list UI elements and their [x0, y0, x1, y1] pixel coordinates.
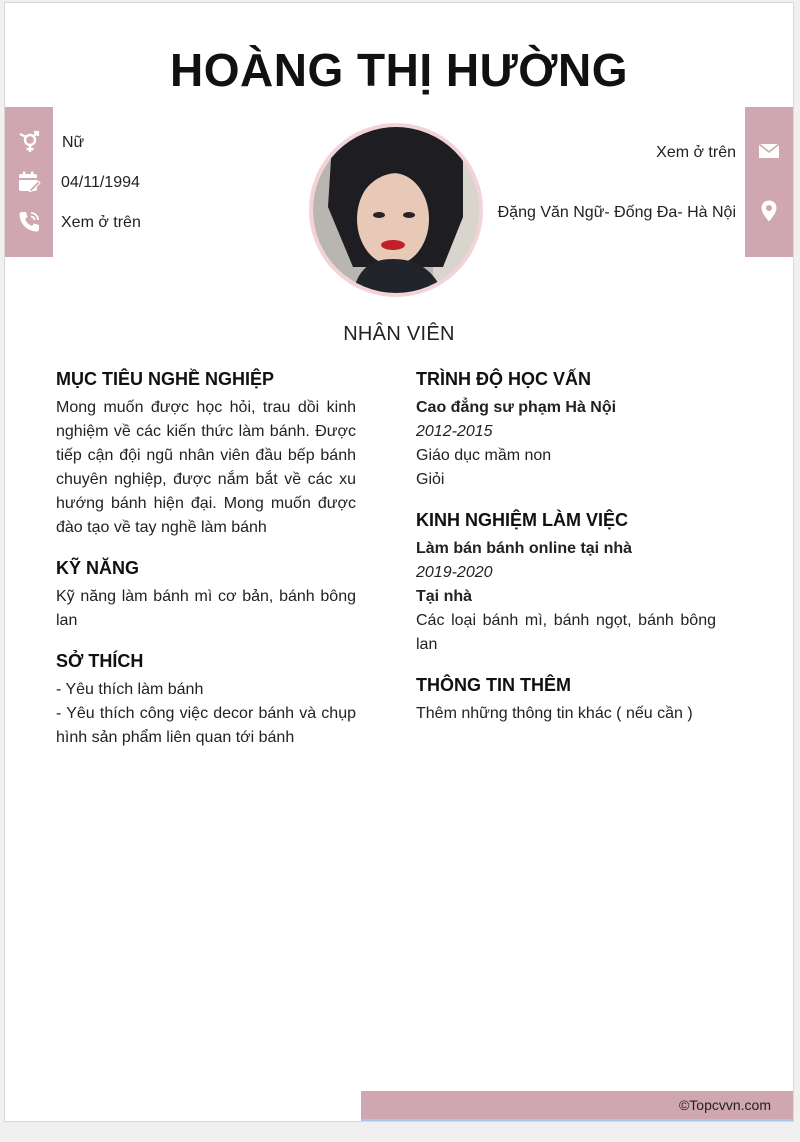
hobbies-section	[56, 651, 356, 750]
experience-description: Các loại bánh mì, bánh ngọt, bánh bông lan	[416, 612, 716, 653]
calendar-icon	[16, 169, 42, 195]
objective-section	[56, 369, 356, 540]
gender-icon	[16, 129, 42, 155]
address-value: Đặng Văn Ngữ- Đống Đa- Hà Nội	[497, 204, 736, 221]
gender-value: Nữ	[62, 134, 85, 151]
experience-job: Làm bán bánh online tại nhà	[416, 540, 633, 557]
phone-value: Xem ở trên	[61, 214, 141, 231]
education-grade: Giỏi	[416, 471, 445, 488]
footer-credit: ©Topcvvn.com	[678, 1097, 771, 1113]
birthdate-value: 04/11/1994	[61, 174, 140, 191]
experience-title: KINH NGHIỆM LÀM VIỆC	[416, 510, 629, 530]
phone-icon	[16, 209, 42, 235]
education-school: Cao đẳng sư phạm Hà Nội	[416, 399, 617, 416]
job-position: NHÂN VIÊN	[343, 323, 455, 345]
location-icon	[756, 198, 782, 224]
left-contact-bar	[5, 107, 53, 257]
additional-title: THÔNG TIN THÊM	[416, 675, 571, 695]
hobbies-title: SỞ THÍCH	[56, 651, 144, 671]
right-contact-bar	[745, 107, 793, 257]
additional-text: Thêm những thông tin khác ( nếu cần )	[416, 705, 693, 722]
education-section	[416, 369, 716, 492]
hobby-item: - Yêu thích làm bánh	[56, 681, 204, 698]
skills-section	[56, 558, 356, 633]
education-period: 2012-2015	[416, 423, 493, 440]
right-column	[416, 369, 716, 744]
avatar-photo	[313, 127, 479, 293]
footer-bar	[361, 1091, 793, 1121]
left-column	[56, 369, 356, 768]
cv-page	[4, 2, 794, 1122]
education-title: TRÌNH ĐỘ HỌC VẤN	[416, 369, 591, 389]
hobby-item: - Yêu thích công việc decor bánh và chụp hình sản phẩm liên quan tới bánh	[56, 705, 356, 746]
experience-place: Tại nhà	[416, 588, 473, 605]
experience-period: 2019-2020	[416, 564, 493, 581]
additional-section	[416, 675, 716, 726]
objective-title: MỤC TIÊU NGHỀ NGHIỆP	[56, 369, 275, 389]
objective-text: Mong muốn được học hỏi, trau dồi kinh nghiệm về các kiến thức làm bánh. Được tiếp cận đội ngũ nhân viên đầu bếp bánh chuyên nghiệp, được nắm bắt về các xu hướng bánh hiện đại. Mong muốn được đào tạo về tay nghề làm bánh	[56, 399, 356, 536]
education-major: Giáo dục mầm non	[416, 447, 552, 464]
skills-title: KỸ NĂNG	[56, 558, 140, 578]
avatar	[309, 123, 483, 297]
candidate-name: HOÀNG THỊ HƯỜNG	[170, 44, 628, 96]
experience-section	[416, 510, 716, 657]
email-value: Xem ở trên	[656, 144, 736, 161]
skills-text: Kỹ năng làm bánh mì cơ bản, bánh bông lan	[56, 588, 356, 629]
email-icon	[756, 138, 782, 164]
